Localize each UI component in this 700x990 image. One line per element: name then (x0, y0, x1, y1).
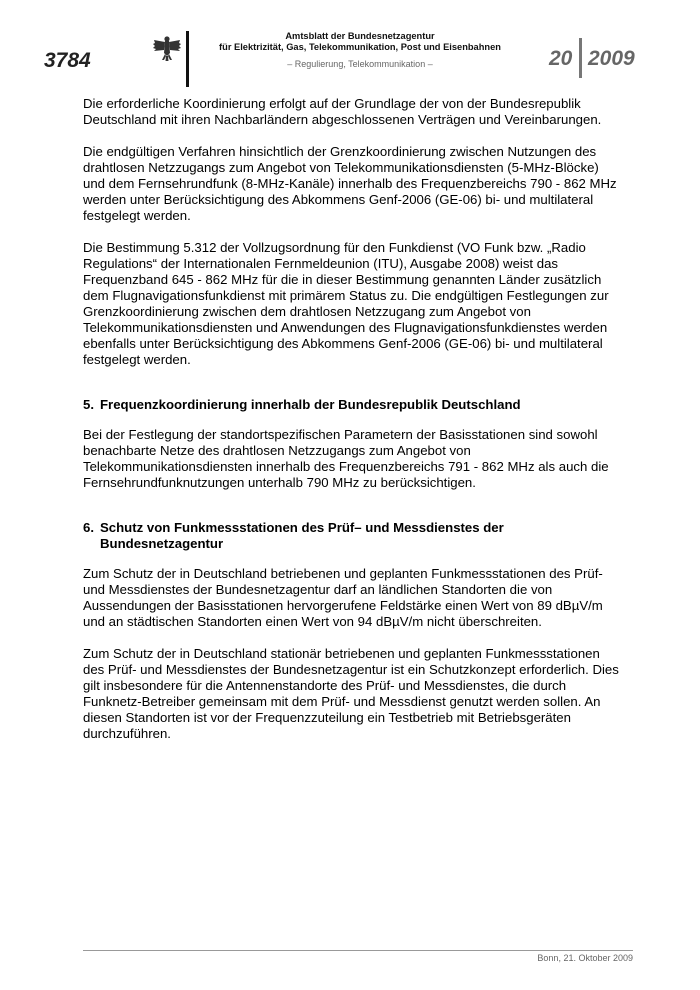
paragraph-coordination: Die erforderliche Koordinierung erfolgt auf der Grundlage der von der Bundesrepublik Deutschland mit ihren Nachbarländern abgeschlossenen Verträgen und Vereinbarungen. (83, 96, 602, 127)
section-6-heading (83, 520, 623, 552)
federal-eagle-icon (152, 33, 182, 63)
publication-subtitle: – Regulierung, Telekommunikation – (287, 59, 433, 69)
footer-divider (83, 950, 633, 951)
header-divider-right (579, 38, 582, 78)
publication-title-line2: für Elektrizität, Gas, Telekommunikation, Post und Eisenbahnen (219, 42, 501, 52)
publication-title (200, 31, 520, 53)
page-header (0, 0, 700, 95)
section-6-paragraph-2: Zum Schutz der in Deutschland stationär betriebenen und geplanten Funkmessstationen des Prüf- und Messdienstes der Bundesnetzagentur ist ein Schutzkonzept erforderlich. Dies gilt insbesondere für die Antennenstandorte des Prüf- und Messdienstes, die durch Funknetz-Betreiber gemeinsam mit dem Prüf- und Messdienst genutzt werden sollen. An diesen Standorten ist vor der Frequenzzuteilung ein Testbetrieb mit Betriebsgeräten durchzuführen. (83, 646, 619, 741)
section-5-paragraph: Bei der Festlegung der standortspezifischen Parametern der Basisstationen sind sowohl benachbarte Netze des drahtlosen Netzzugangs zum Angebot von Telekommunikationsdiensten innerhalb des Frequenzbereichs 791 - 862 MHz als auch die Fernsehrundfunknutzungen unterhalb 790 MHz zu berücksichtigen. (83, 427, 609, 490)
section-6-title: Schutz von Funkmessstationen des Prüf– und Messdienstes der Bundesnetzagentur (100, 520, 504, 551)
issue-year: 2009 (588, 47, 635, 70)
publication-title-line1: Amtsblatt der Bundesnetzagentur (285, 31, 435, 41)
footer-date: Bonn, 21. Oktober 2009 (537, 953, 633, 963)
paragraph-vo-funk: Die Bestimmung 5.312 der Vollzugsordnung für den Funkdienst (VO Funk bzw. „Radio Regulations“ der Internationalen Fernmeldeunion (ITU), Ausgabe 2008) weist das Frequenzband 645 - 862 MHz für die in dieser Bestimmung genannten Länder zusätzlich dem Flugnavigationsfunkdienst mit primärem Status zu. Die endgültigen Festlegungen zur Grenzkoordinierung zwischen dem drahtlosen Netzzugang zum Angebot von Telekommunikationsdiensten und Anwendungen des Flugnavigationsfunkdienstes werden ebenfalls unter Berücksichtigung des Abkommens Genf-2006 (GE-06) bi- und multilateral festgelegt werden. (83, 240, 609, 367)
section-5-heading (83, 397, 623, 413)
section-5-number: 5. (83, 397, 94, 412)
paragraph-border-procedures: Die endgültigen Verfahren hinsichtlich der Grenzkoordinierung zwischen Nutzungen des drahtlosen Netzzugangs zum Angebot von Telekommunikationsdiensten (5-MHz-Blöcke) und dem Fernsehrundfunk (8-MHz-Kanäle) innerhalb des Frequenzbereichs 790 - 862 MHz werden unter Berücksichtigung des Abkommens Genf-2006 (GE-06) bi- und multilateral festgelegt werden. (83, 144, 617, 223)
section-5-title: Frequenzkoordinierung innerhalb der Bundesrepublik Deutschland (100, 397, 521, 412)
document-body (83, 96, 623, 758)
header-divider-left (186, 31, 189, 87)
section-6-paragraph-1: Zum Schutz der in Deutschland betriebenen und geplanten Funkmessstationen des Prüf- und Messdienstes der Bundesnetzagentur darf an ländlichen Standorten die von Aussendungen der Basisstationen hervorgerufene Feldstärke einen Wert von 89 dBµV/m und an städtischen Standorten einen Wert von 94 dBµV/m nicht überschreiten. (83, 566, 603, 629)
issue-number: 20 (549, 47, 573, 70)
page-number: 3784 (44, 49, 91, 72)
section-6-number: 6. (83, 520, 94, 535)
